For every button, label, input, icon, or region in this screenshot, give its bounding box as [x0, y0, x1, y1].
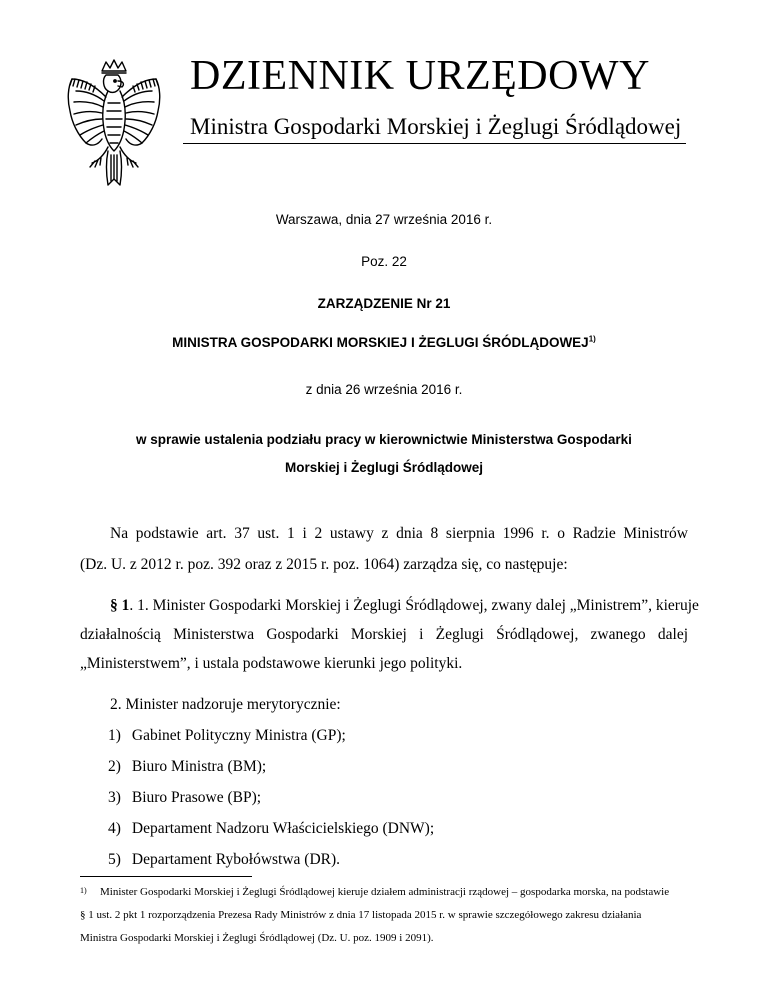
order-subject-line-2: Morskiej i Żeglugi Śródlądowej	[284, 460, 484, 475]
preamble-line-2: (Dz. U. z 2012 r. poz. 392 oraz z 2015 r. poz. 1064) zarządza się, co następuje:	[80, 556, 568, 573]
order-date: z dnia 26 września 2016 r.	[305, 382, 463, 397]
position-number: Poz. 22	[361, 254, 407, 269]
footnote-marker: 1)	[80, 886, 87, 895]
footnote-line-2: § 1 ust. 2 pkt 1 rozporządzenia Prezesa Rady Ministrów z dnia 17 listopada 2015 r. w sprawie szczegółowego zakresu działania	[80, 909, 642, 921]
list-item	[108, 851, 340, 869]
preamble-line-1: Na podstawie art. 37 ust. 1 i 2 ustawy z dnia 8 sierpnia 1996 r. o Radzie Ministrów	[110, 525, 688, 542]
list-item	[108, 789, 261, 807]
list-item-number: 2)	[108, 758, 121, 775]
list-item	[108, 758, 266, 776]
footnote-reference: 1)	[588, 334, 596, 344]
order-issuer-text: MINISTRA GOSPODARKI MORSKIEJ I ŻEGLUGI ŚRÓDLĄDOWEJ	[172, 335, 589, 350]
list-item-number: 3)	[108, 789, 121, 806]
list-item-number: 5)	[108, 851, 121, 868]
header-divider	[183, 143, 686, 144]
footnote-line-1: Minister Gospodarki Morskiej i Żeglugi Śródlądowej kieruje działem administracji rządowej – gospodarka morska, na podstawie	[100, 886, 670, 898]
order-subject-line-1: w sprawie ustalenia podziału pracy w kierownictwie Ministerstwa Gospodarki	[136, 432, 632, 447]
order-issuer	[0, 335, 768, 350]
place-date: Warszawa, dnia 27 września 2016 r.	[275, 212, 493, 227]
eagle-emblem-icon	[62, 57, 166, 197]
section-1-line-3: „Ministerstwem”, i ustala podstawowe kierunki jego polityki.	[80, 655, 463, 672]
list-item-text: Biuro Prasowe (BP);	[131, 789, 262, 806]
section-1-line-1-text: . 1. Minister Gospodarki Morskiej i Żeglugi Śródlądowej, zwany dalej „Ministrem”, kieruje	[129, 597, 699, 614]
item-2-intro: 2. Minister nadzoruje merytorycznie:	[110, 696, 341, 713]
list-item-text: Departament Rybołówstwa (DR).	[131, 851, 341, 868]
footnote-divider	[80, 876, 252, 877]
list-item-number: 1)	[108, 727, 121, 744]
list-item-text: Biuro Ministra (BM);	[131, 758, 267, 775]
list-item-text: Gabinet Polityczny Ministra (GP);	[131, 727, 346, 744]
list-item	[108, 727, 346, 745]
section-1-line-1	[110, 597, 699, 615]
list-item-text: Departament Nadzoru Właścicielskiego (DNW);	[131, 820, 435, 837]
order-title: ZARZĄDZENIE Nr 21	[317, 296, 451, 311]
list-item-number: 4)	[108, 820, 121, 837]
footnote-line-3: Ministra Gospodarki Morskiej i Żeglugi Śródlądowej (Dz. U. poz. 1909 i 2091).	[80, 932, 434, 944]
journal-title: DZIENNIK URZĘDOWY	[190, 53, 650, 99]
section-1-mark: § 1	[110, 597, 130, 614]
list-item	[108, 820, 434, 838]
journal-subtitle: Ministra Gospodarki Morskiej i Żeglugi Śródlądowej	[190, 114, 682, 139]
section-1-line-2: działalnością Ministerstwa Gospodarki Morskiej i Żeglugi Śródlądowej, zwanego dalej	[80, 626, 688, 643]
